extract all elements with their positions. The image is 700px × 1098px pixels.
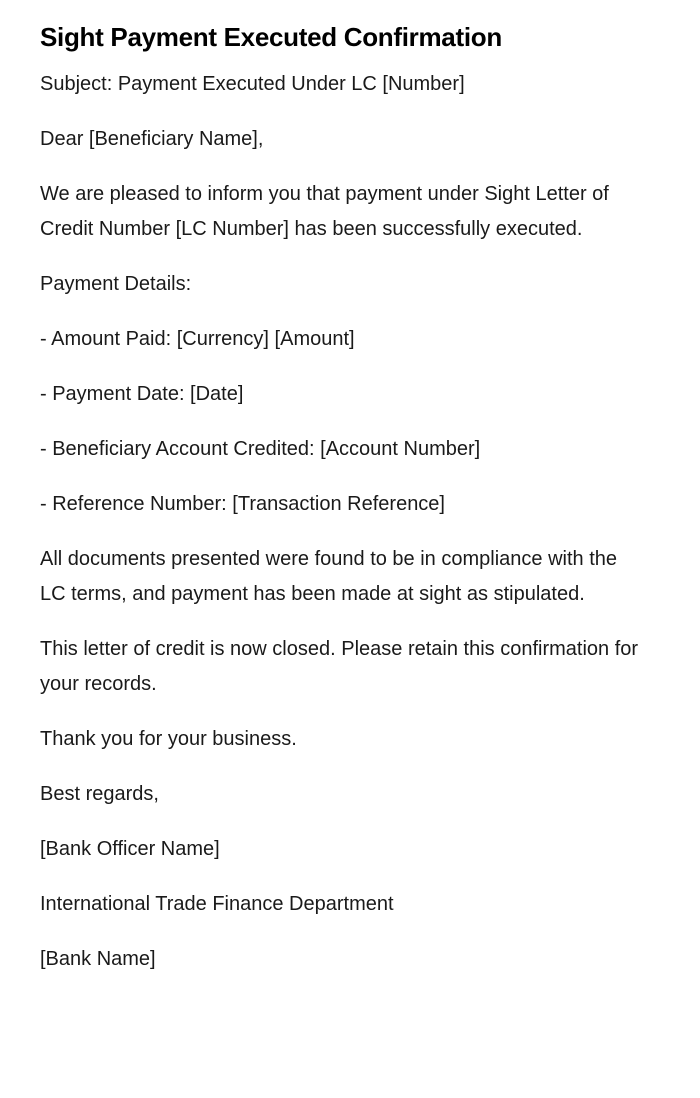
paragraph: - Beneficiary Account Credited: [Account Number] (40, 438, 481, 460)
paragraph: [Bank Name] (40, 948, 156, 970)
paragraph: This letter of credit is now closed. Please retain this confirmation for your records. (40, 638, 639, 695)
paragraph: - Reference Number: [Transaction Reference] (40, 493, 445, 515)
paragraph: Dear [Beneficiary Name], (40, 128, 264, 150)
paragraph: Subject: Payment Executed Under LC [Number] (40, 73, 465, 95)
paragraph: - Amount Paid: [Currency] [Amount] (40, 328, 355, 350)
document-body (40, 67, 640, 977)
paragraph: Payment Details: (40, 273, 192, 295)
paragraph: - Payment Date: [Date] (40, 383, 244, 405)
paragraph: We are pleased to inform you that payment under Sight Letter of Credit Number [LC Number] has been successfully executed. (40, 183, 609, 240)
paragraph: All documents presented were found to be in compliance with the LC terms, and payment has been made at sight as stipulated. (40, 548, 618, 605)
paragraph: International Trade Finance Department (40, 893, 394, 915)
paragraph: Thank you for your business. (40, 728, 297, 750)
paragraph: [Bank Officer Name] (40, 838, 220, 860)
document-title: Sight Payment Executed Confirmation (40, 22, 502, 52)
paragraph: Best regards, (40, 783, 159, 805)
